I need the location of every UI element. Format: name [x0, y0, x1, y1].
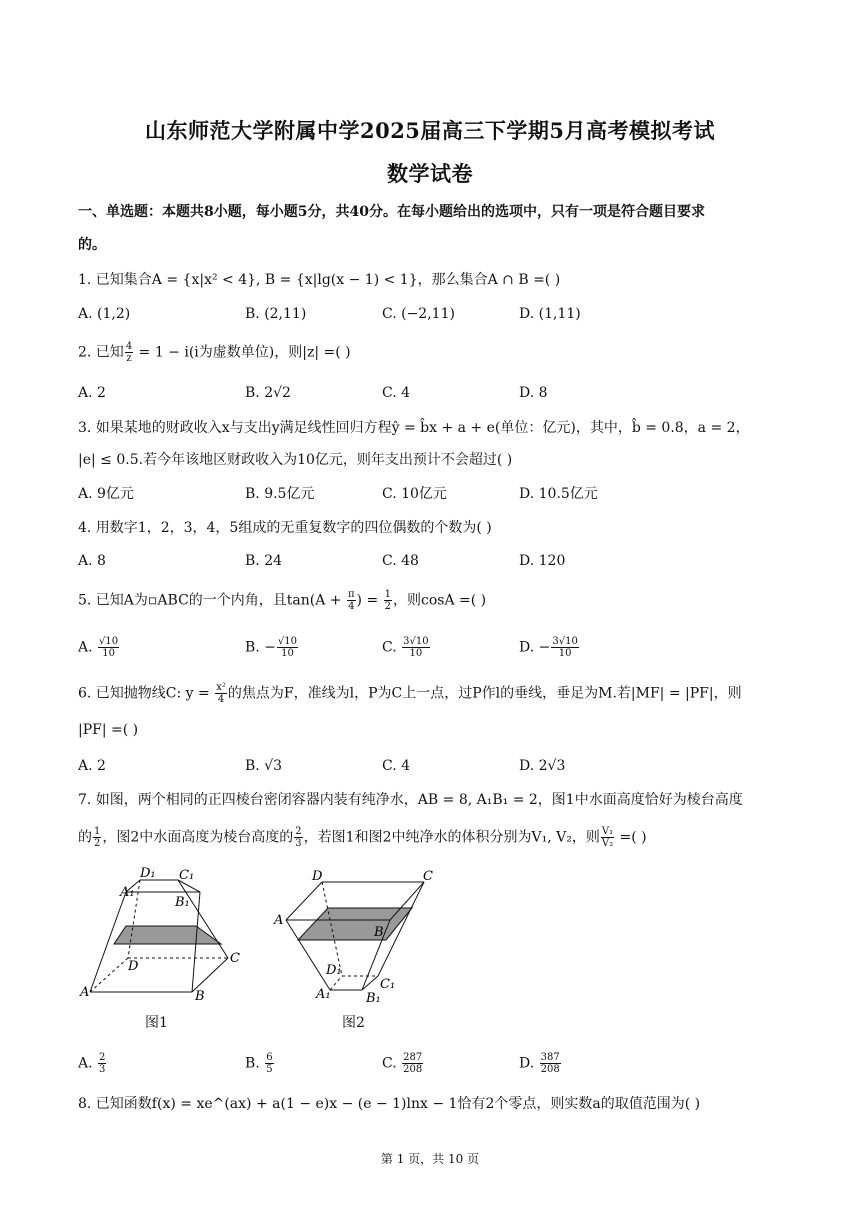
fig1-water-surface [114, 926, 221, 944]
fig1-label-b: B [195, 989, 205, 1004]
question-7-stem-cont: 的 $\frac{1}{2}$ ，图2中水面高度为棱台高度的 $\frac{2}{3}$ ，若图1和图2中纯净水的体积分别为V₁, V₂，则 $\frac{\text{V₁}}{\text{V₂}}$ =( ) [78, 826, 647, 849]
exam-subtitle: 数学试卷 [387, 161, 473, 186]
figure-1-frustum [78, 866, 258, 1006]
figure-2-frustum [270, 866, 450, 1006]
q2-option-b: B. 2√2 [245, 385, 291, 401]
fig1-label-d: D [128, 959, 139, 974]
fig1-label-a1: A₁ [120, 885, 135, 900]
fig1-label-b1: B₁ [175, 895, 190, 910]
question-7-stem: 7. 如图，两个相同的正四棱台密闭容器内装有纯净水，AB = 8, A₁B₁ = 2，图1中水面高度恰好为棱台高度 [78, 792, 743, 808]
q5-option-b: B. − $\frac{√10}{10}$ [245, 636, 298, 659]
question-1-stem: 1. 已知集合A = {x|x² < 4}, B = {x|lg(x − 1) < 1}，那么集合A ∩ B =( ) [78, 272, 561, 288]
q5-option-a: A. $\frac{√10}{10}$ [78, 636, 119, 659]
fig2-label-c1: C₁ [380, 977, 396, 992]
figure-2-caption: 图2 [342, 1015, 365, 1031]
q3-option-a: A. 9亿元 [78, 486, 134, 502]
q3-option-d: D. 10.5亿元 [519, 486, 598, 502]
fig1-label-c: C [230, 951, 240, 966]
q2-option-d: D. 8 [519, 385, 548, 401]
exam-title: 山东师范大学附属中学2025届高三下学期5月高考模拟考试 [144, 118, 716, 143]
q3-option-b: B. 9.5亿元 [245, 486, 315, 502]
fig2-label-d1: D₁ [326, 963, 342, 978]
q2-option-a: A. 2 [78, 385, 106, 401]
q2-option-c: C. 4 [382, 385, 411, 401]
q4-option-d: D. 120 [519, 553, 566, 569]
q1-option-c: C. (−2,11) [382, 306, 455, 322]
fig1-label-c1: C₁ [179, 868, 195, 883]
q1-option-b: B. (2,11) [245, 306, 307, 322]
q6-option-d: D. 2√3 [519, 758, 566, 774]
q3-option-c: C. 10亿元 [382, 486, 447, 502]
q6-option-b: B. √3 [245, 758, 283, 774]
question-6-stem: 6. 已知抛物线C: y = $\frac{\text{x²}}{4}$ 的焦点为F，准线为l，P为C上一点，过P作l的垂线，垂足为M.若|MF| = |PF|，则 [78, 682, 742, 705]
fig2-label-a: A [274, 913, 284, 928]
question-8-stem: 8. 已知函数f(x) = xe^(ax) + a(1 − e)x − (e − 1)lnx − 1恰有2个零点，则实数a的取值范围为( ) [78, 1096, 701, 1112]
question-3-stem-cont: |e| ≤ 0.5.若今年该地区财政收入为10亿元，则年支出预计不会超过( ) [78, 452, 513, 468]
question-4-stem: 4. 用数字1，2，3，4，5组成的无重复数字的四位偶数的个数为( ) [78, 520, 492, 536]
fig1-label-d1: D₁ [140, 866, 156, 881]
question-5-stem: 5. 已知A为▫ABC的一个内角，且tan(A + $\frac{\pi}{4}$ ) = $\frac{1}{2}$ ，则cosA =( ) [78, 589, 487, 612]
question-3-stem: 3. 如果某地的财政收入x与支出y满足线性回归方程ŷ = b̂x + a + e(单位：亿元)，其中，b̂ = 0.8，a = 2， [78, 420, 750, 436]
q7-option-b: B. $\frac{6}{5}$ [245, 1052, 273, 1075]
q4-option-b: B. 24 [245, 553, 283, 569]
q5-option-c: C. $\frac{3√10}{10}$ [382, 636, 429, 659]
fig2-label-c: C [423, 869, 433, 884]
q7-option-a: A. $\frac{2}{3}$ [78, 1052, 106, 1075]
q6-option-a: A. 2 [78, 758, 106, 774]
q1-option-a: A. (1,2) [78, 306, 131, 322]
q4-option-a: A. 8 [78, 553, 106, 569]
section-heading-cont: 的。 [78, 237, 106, 253]
q4-option-c: C. 48 [382, 553, 419, 569]
section-heading: 一、单选题：本题共8小题，每小题5分，共40分。在每小题给出的选项中，只有一项是符合题目要求 [78, 204, 705, 220]
fig2-label-b1: B₁ [366, 991, 381, 1006]
fig2-water-surface [298, 908, 412, 940]
q7-option-c: C. $\frac{287}{208}$ [382, 1052, 423, 1075]
fig2-label-b: B [374, 925, 384, 940]
fig2-label-a1: A₁ [316, 987, 331, 1002]
q7-option-d: D. $\frac{387}{208}$ [519, 1052, 560, 1075]
fig2-label-d: D [312, 869, 323, 884]
question-2-stem: 2. 已知 $\frac{4}{z}$ = 1 − i(i为虚数单位)，则|z| =( ) [78, 341, 351, 364]
q6-option-c: C. 4 [382, 758, 411, 774]
fig1-label-a: A [80, 985, 90, 1000]
q1-option-d: D. (1,11) [519, 306, 581, 322]
question-6-stem-cont: |PF| =( ) [78, 722, 139, 738]
figure-1-caption: 图1 [145, 1015, 168, 1031]
page-footer: 第 1 页，共 10 页 [380, 1152, 480, 1166]
q5-option-d: D. − $\frac{3√10}{10}$ [519, 636, 578, 659]
